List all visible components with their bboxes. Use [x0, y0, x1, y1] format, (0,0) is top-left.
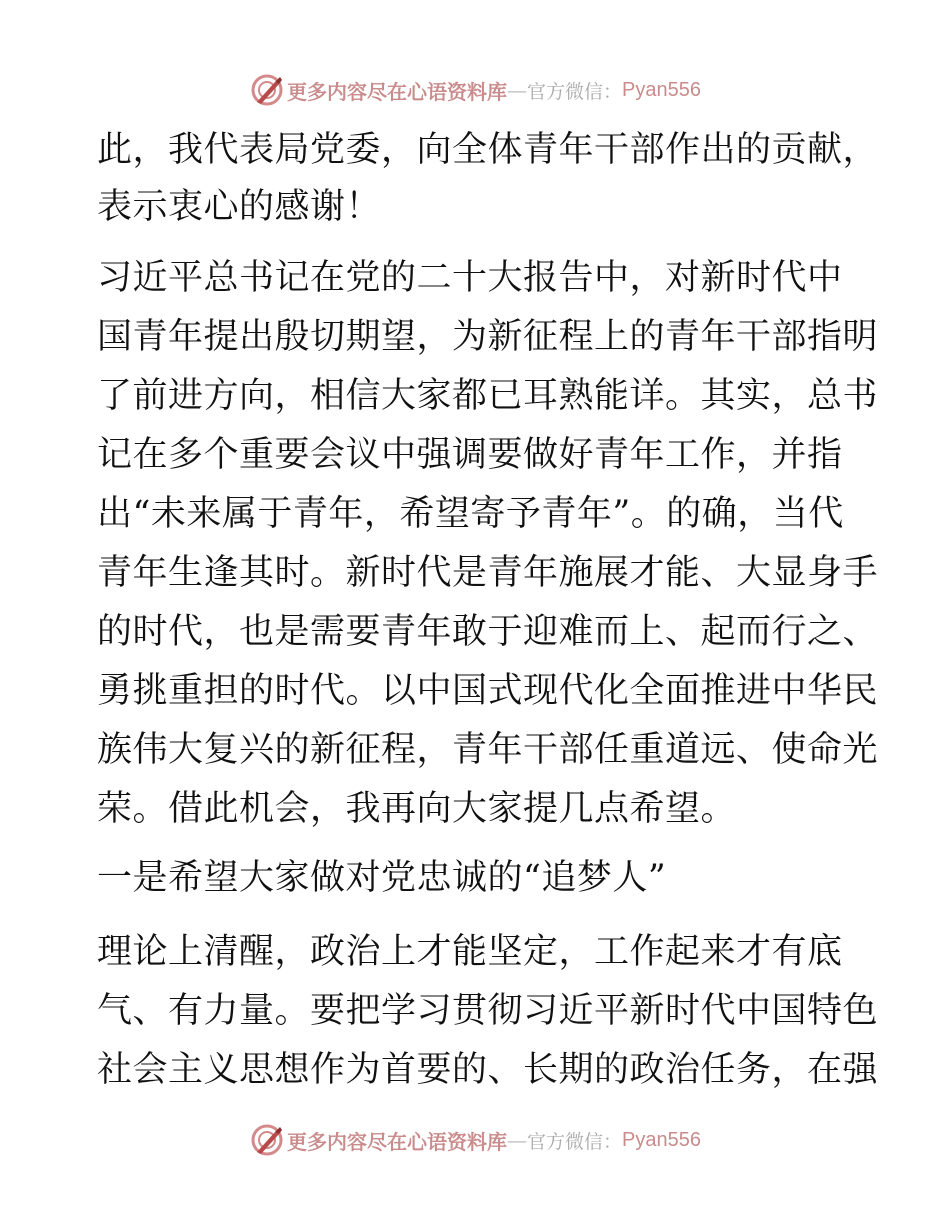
banner-dash: —: [507, 78, 527, 102]
text-line: 气、有力量。要把学习贯彻习近平新时代中国特色: [97, 991, 879, 1031]
text-line: 此，我代表局党委，向全体青年干部作出的贡献，: [97, 130, 879, 170]
text-line: 习近平总书记在党的二十大报告中，对新时代中: [97, 258, 843, 298]
pen-logo-icon: [249, 72, 285, 108]
banner-wechat-label: 官方微信：: [527, 80, 623, 103]
pen-logo-icon: [249, 1122, 285, 1158]
banner-wechat-id: Pyan556: [622, 78, 701, 101]
text-line: 表示衷心的感谢！: [97, 187, 382, 227]
text-line: 的时代，也是需要青年敢于迎难而上、起而行之、: [97, 612, 879, 652]
text-line: 出“未来属于青年，希望寄予青年”。的确，当代: [97, 494, 844, 534]
text-line: 青年生逢其时。新时代是青年施展才能、大显身手: [97, 553, 879, 593]
banner-dash: —: [507, 1128, 527, 1152]
text-line: 了前进方向，相信大家都已耳熟能详。其实，总书: [97, 376, 879, 416]
banner-wechat-label: 官方微信：: [527, 1130, 623, 1153]
banner-brand-text: 更多内容尽在心语资料库: [287, 79, 507, 104]
text-line: 勇挑重担的时代。以中国式现代化全面推进中华民: [97, 671, 879, 711]
banner-wechat-id: Pyan556: [622, 1128, 701, 1151]
section-heading: 一是希望大家做对党忠诚的“追梦人”: [97, 858, 667, 898]
header-banner: [0, 70, 950, 110]
text-line: 理论上清醒，政治上才能坚定，工作起来才有底: [97, 932, 843, 972]
text-line: 国青年提出殷切期望，为新征程上的青年干部指明: [97, 317, 879, 357]
text-line: 荣。借此机会，我再向大家提几点希望。: [97, 789, 737, 829]
text-line: 社会主义思想作为首要的、长期的政治任务，在强: [97, 1050, 879, 1090]
text-line: 族伟大复兴的新征程，青年干部任重道远、使命光: [97, 730, 879, 770]
banner-brand-text: 更多内容尽在心语资料库: [287, 1129, 507, 1154]
footer-banner: [0, 1120, 950, 1160]
text-line: 记在多个重要会议中强调要做好青年工作，并指: [97, 435, 843, 475]
